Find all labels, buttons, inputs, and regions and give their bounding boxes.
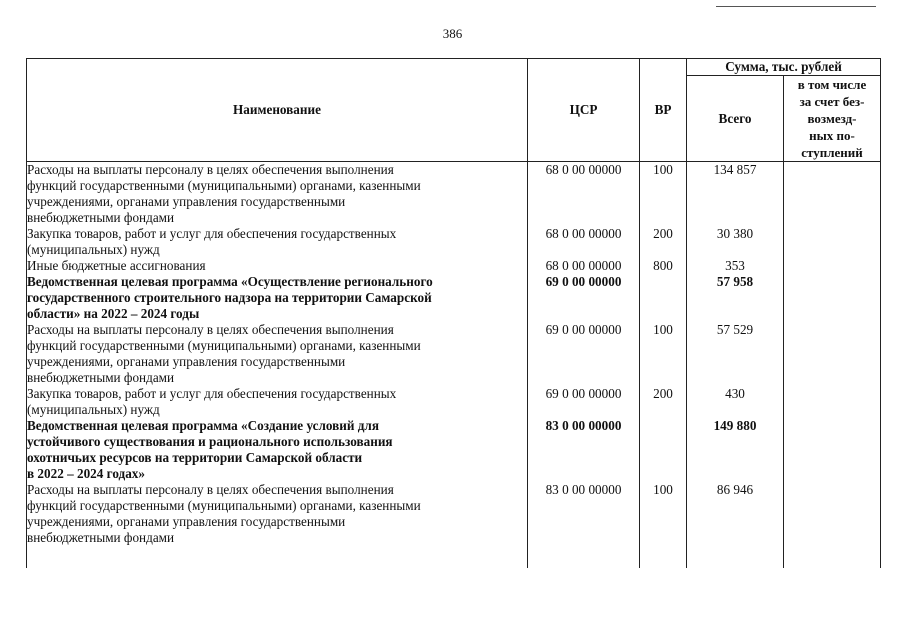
row-csr: 83 0 00 00000 bbox=[528, 482, 640, 568]
header-total: Всего bbox=[687, 76, 784, 162]
table-row bbox=[27, 322, 881, 386]
table-row bbox=[27, 386, 881, 418]
row-incl bbox=[784, 322, 881, 386]
header-incl-line: ных по- bbox=[809, 128, 855, 143]
table-row-program bbox=[27, 274, 881, 322]
row-name-line: области» на 2022 – 2024 годы bbox=[27, 306, 200, 321]
row-incl bbox=[784, 482, 881, 568]
row-total: 134 857 bbox=[687, 162, 784, 227]
row-name-line: учреждениями, органами управления государственными bbox=[27, 194, 346, 209]
row-total: 57 958 bbox=[687, 274, 784, 322]
row-total: 149 880 bbox=[687, 418, 784, 482]
row-name-line: государственного строительного надзора на территории Самарской bbox=[27, 290, 432, 305]
row-name-line: внебюджетными фондами bbox=[27, 370, 175, 385]
row-total: 57 529 bbox=[687, 322, 784, 386]
row-vr: 100 bbox=[640, 162, 687, 227]
row-name-line: функций государственными (муниципальными) органами, казенными bbox=[27, 338, 421, 353]
row-name-line: Закупка товаров, работ и услуг для обеспечения государственных bbox=[27, 386, 397, 401]
budget-table bbox=[26, 58, 881, 568]
header-name: Наименование bbox=[27, 59, 528, 162]
header-incl-line: возмезд- bbox=[807, 111, 857, 126]
header-vr: ВР bbox=[640, 59, 687, 162]
row-name bbox=[27, 386, 528, 418]
row-vr bbox=[640, 418, 687, 482]
row-name-line: внебюджетными фондами bbox=[27, 210, 175, 225]
row-incl bbox=[784, 386, 881, 418]
row-incl bbox=[784, 162, 881, 227]
row-name-line: учреждениями, органами управления государственными bbox=[27, 354, 346, 369]
row-csr: 68 0 00 00000 bbox=[528, 258, 640, 274]
table-row bbox=[27, 482, 881, 568]
row-name-line: охотничьих ресурсов на территории Самарской области bbox=[27, 450, 363, 465]
table-row-program bbox=[27, 418, 881, 482]
row-name bbox=[27, 322, 528, 386]
row-name-line: устойчивого существования и рационального использования bbox=[27, 434, 393, 449]
row-vr: 800 bbox=[640, 258, 687, 274]
row-name-line: (муниципальных) нужд bbox=[27, 242, 160, 257]
row-total: 353 bbox=[687, 258, 784, 274]
row-name-line: учреждениями, органами управления государственными bbox=[27, 514, 346, 529]
row-name-line: (муниципальных) нужд bbox=[27, 402, 160, 417]
row-name-line: Иные бюджетные ассигнования bbox=[27, 258, 206, 273]
row-name-line: в 2022 – 2024 годах» bbox=[27, 466, 145, 481]
row-incl bbox=[784, 226, 881, 258]
row-name-line: внебюджетными фондами bbox=[27, 530, 175, 545]
row-csr: 69 0 00 00000 bbox=[528, 386, 640, 418]
row-name-line: Ведомственная целевая программа «Создание условий для bbox=[27, 418, 379, 433]
top-rule bbox=[716, 6, 876, 7]
row-spacer bbox=[27, 546, 527, 568]
row-name bbox=[27, 258, 528, 274]
row-name-line: Расходы на выплаты персоналу в целях обеспечения выполнения bbox=[27, 482, 394, 497]
row-name bbox=[27, 482, 528, 568]
row-name-line: функций государственными (муниципальными) органами, казенными bbox=[27, 178, 421, 193]
row-vr: 200 bbox=[640, 226, 687, 258]
row-name bbox=[27, 418, 528, 482]
table-row bbox=[27, 258, 881, 274]
table-row bbox=[27, 226, 881, 258]
row-name bbox=[27, 274, 528, 322]
row-name bbox=[27, 162, 528, 227]
row-vr: 200 bbox=[640, 386, 687, 418]
header-csr: ЦСР bbox=[528, 59, 640, 162]
row-incl bbox=[784, 274, 881, 322]
row-vr: 100 bbox=[640, 322, 687, 386]
row-name-line: функций государственными (муниципальными) органами, казенными bbox=[27, 498, 421, 513]
row-incl bbox=[784, 258, 881, 274]
row-total: 430 bbox=[687, 386, 784, 418]
table-row bbox=[27, 162, 881, 227]
header-incl-line: в том числе bbox=[797, 77, 867, 92]
row-name bbox=[27, 226, 528, 258]
row-total: 86 946 bbox=[687, 482, 784, 568]
row-csr: 69 0 00 00000 bbox=[528, 322, 640, 386]
header-incl-line: ступлений bbox=[801, 145, 863, 160]
row-name-line: Расходы на выплаты персоналу в целях обеспечения выполнения bbox=[27, 162, 394, 177]
row-vr bbox=[640, 274, 687, 322]
row-csr: 68 0 00 00000 bbox=[528, 226, 640, 258]
row-csr: 83 0 00 00000 bbox=[528, 418, 640, 482]
header-sum: Сумма, тыс. рублей bbox=[687, 59, 881, 76]
header-incl bbox=[784, 76, 881, 162]
row-total: 30 380 bbox=[687, 226, 784, 258]
row-name-line: Закупка товаров, работ и услуг для обеспечения государственных bbox=[27, 226, 397, 241]
row-csr: 68 0 00 00000 bbox=[528, 162, 640, 227]
row-csr: 69 0 00 00000 bbox=[528, 274, 640, 322]
page-number: 386 bbox=[442, 26, 463, 41]
header-incl-line: за счет без- bbox=[799, 94, 865, 109]
row-name-line: Ведомственная целевая программа «Осуществление регионального bbox=[27, 274, 433, 289]
row-incl bbox=[784, 418, 881, 482]
row-name-line: Расходы на выплаты персоналу в целях обеспечения выполнения bbox=[27, 322, 394, 337]
row-vr: 100 bbox=[640, 482, 687, 568]
